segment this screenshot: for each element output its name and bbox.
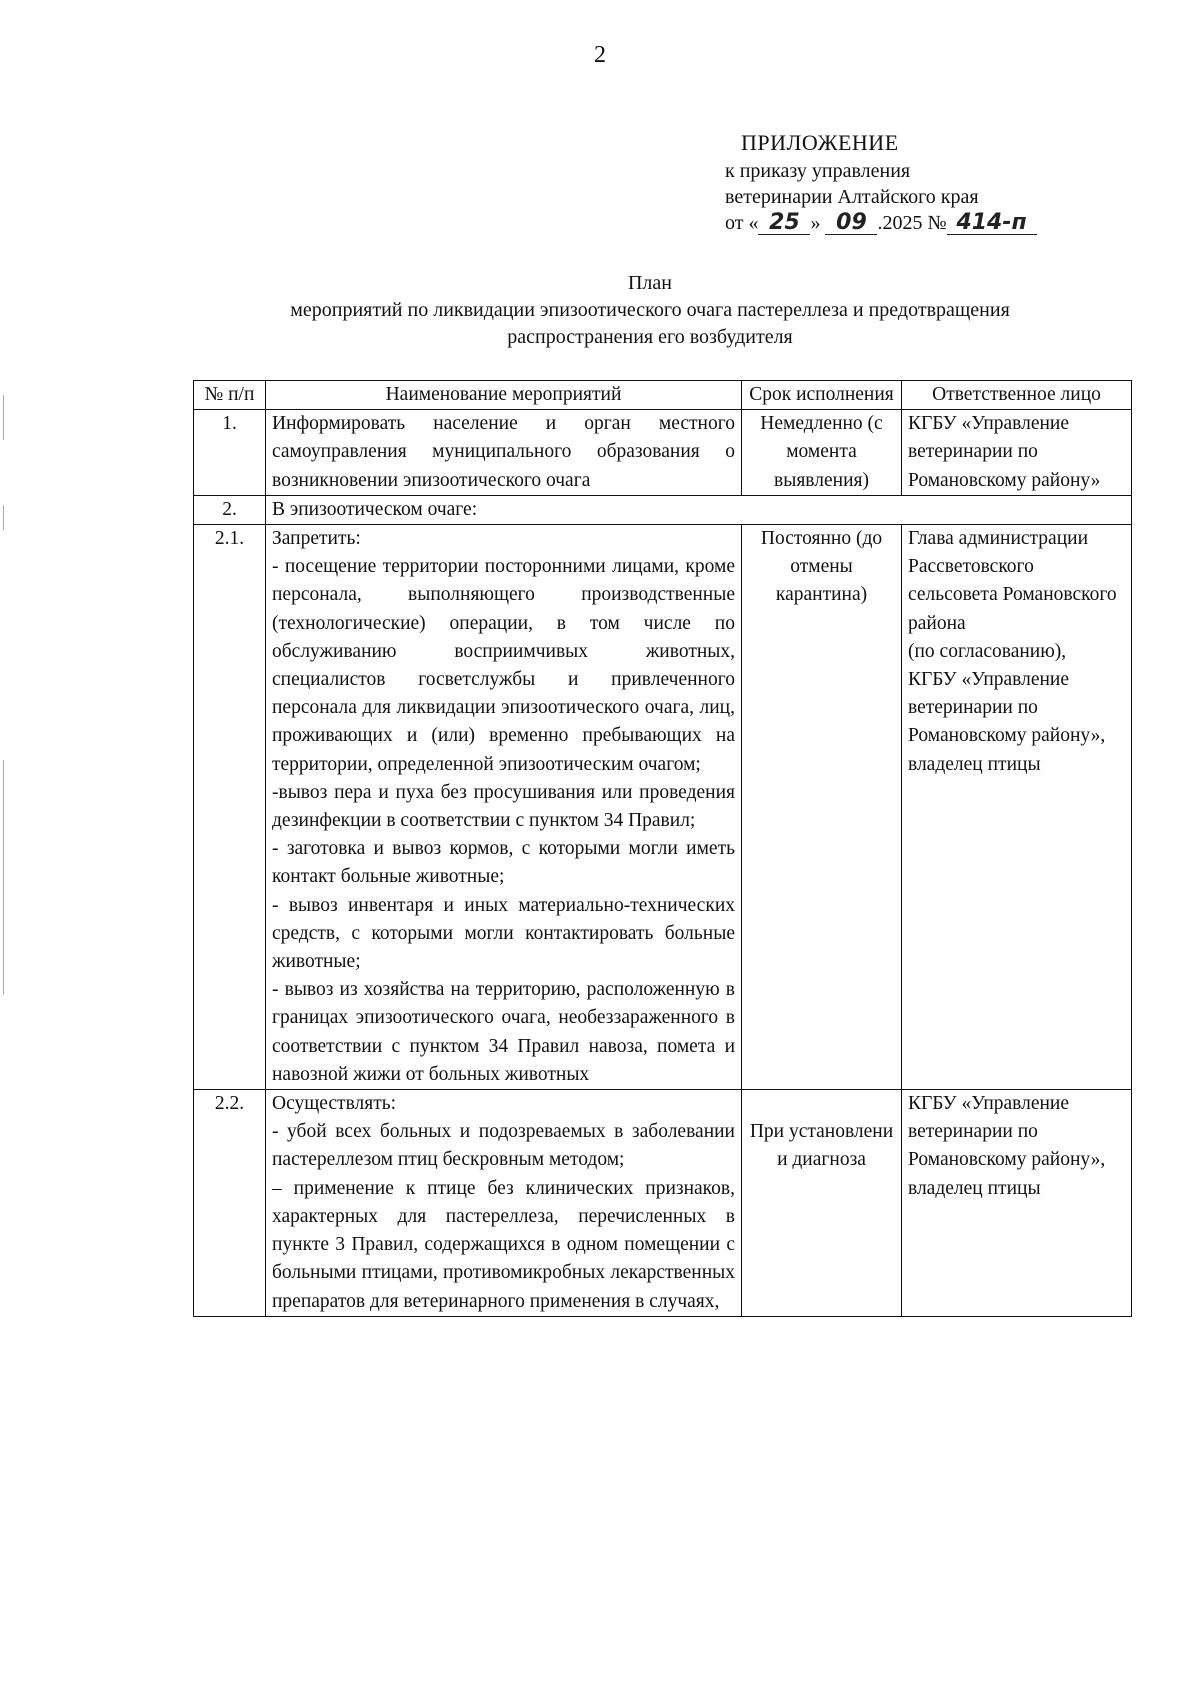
responsible-text: КГБУ «Управление ветеринарии по Романовскому району»: [902, 410, 1132, 496]
scan-edge-mark: [3, 505, 4, 530]
term-text: Немедленно (с момента выявления): [742, 410, 902, 496]
table-header-row: [194, 381, 1132, 410]
date-mid: »: [810, 212, 821, 234]
measure-text: [266, 1090, 742, 1317]
measure-item: Осуществлять:: [272, 1093, 397, 1115]
responsible-item: КГБУ «Управление ветеринарии по Романовскому району»,: [908, 669, 1106, 747]
measure-item: Запретить:: [272, 528, 361, 550]
row-number: 2.: [194, 495, 266, 524]
title-line-3: распространения его возбудителя: [507, 326, 793, 348]
page-number: 2: [594, 42, 606, 68]
row-number: 1.: [194, 410, 266, 496]
header-name: Наименование мероприятий: [266, 381, 742, 410]
table-row: [194, 495, 1132, 524]
measure-item: - заготовка и вывоз кормов, с которыми могли иметь контакт больные животные;: [272, 838, 735, 888]
table-row: [194, 410, 1132, 496]
header-responsible: Ответственное лицо: [902, 381, 1132, 410]
appendix-title: ПРИЛОЖЕНИЕ: [741, 130, 899, 155]
title-line-1: План: [627, 272, 672, 294]
measure-text: [266, 525, 742, 1090]
measure-text: Информировать население и орган местного самоуправления муниципального образования о возникновении эпизоотического очага: [266, 410, 742, 496]
measure-item: - вывоз инвентаря и иных материально-технических средств, с которыми могли контактировать больные животные;: [272, 894, 735, 973]
handwritten-month: 09: [825, 212, 877, 235]
handwritten-day: 25: [758, 212, 810, 235]
measure-item: - вывоз из хозяйства на территорию, расположенную в границах эпизоотического очага, необеззараженного в соответствии с пунктом 34 Правил навоза, помета и навозной жижи от больных животных: [272, 979, 735, 1085]
responsible-item: КГБУ «Управление ветеринарии по Романовскому району»,: [908, 1093, 1106, 1171]
handwritten-order-number: 414-п: [947, 212, 1037, 235]
term-text: Постоянно (до отмены карантина): [742, 525, 902, 1090]
term-cell: [742, 1090, 902, 1317]
responsible-item: владелец птицы: [908, 1177, 1041, 1199]
row-number: 2.1.: [194, 525, 266, 1090]
header-term: Срок исполнения: [742, 381, 902, 410]
header-num: № п/п: [194, 381, 266, 410]
row-number: 2.2.: [194, 1090, 266, 1317]
scan-edge-mark: [3, 760, 4, 995]
responsible-item: Глава администрации Рассветовского сельсовета Романовского района: [908, 528, 1117, 634]
measure-item: – применение к птице без клинических признаков, характерных для пастереллеза, перечисленных в пункте 3 Правил, содержащихся в одном помещении с больными птицами, противомикробных лекарственных препаратов для ветеринарного применения в случаях,: [272, 1177, 735, 1312]
responsible-text: [902, 1090, 1132, 1317]
measures-table: [193, 380, 1132, 1317]
term-spacer: [748, 1090, 895, 1118]
title-line-2: мероприятий по ликвидации эпизоотического очага пастереллеза и предотвращения: [290, 299, 1010, 321]
appendix-line-2: ветеринарии Алтайского края: [725, 186, 979, 208]
responsible-item: (по согласованию),: [908, 640, 1067, 662]
table-row: [194, 1090, 1132, 1317]
appendix-header: [725, 130, 1037, 236]
responsible-item: владелец птицы: [908, 753, 1041, 775]
date-year: .2025 №: [877, 212, 947, 234]
appendix-line-1: к приказу управления: [725, 160, 911, 182]
date-prefix: от «: [725, 212, 759, 234]
table-row: [194, 525, 1132, 1090]
measure-item: - посещение территории посторонними лицами, кроме персонала, выполняющего производственные (технологические) операции, в том числе по обслуживанию восприимчивых животных, специалистов госветслужбы и привлеченного персонала для ликвидации эпизоотического очага, лиц, проживающих и (или) временно пребывающих на территории, определенной эпизоотическим очагом;: [272, 556, 735, 775]
responsible-text: [902, 525, 1132, 1090]
scan-edge-mark: [3, 395, 4, 440]
measure-item: - убой всех больных и подозреваемых в заболевании пастереллезом птиц бескровным методом;: [272, 1121, 735, 1171]
section-heading: В эпизоотическом очаге:: [266, 495, 1132, 524]
document-title: [200, 270, 1100, 351]
appendix-date-line: [725, 210, 1037, 236]
measure-item: -вывоз пера и пуха без просушивания или проведения дезинфекции в соответствии с пунктом 34 Правил;: [272, 781, 735, 832]
term-text: При установлени и диагноза: [749, 1121, 894, 1171]
